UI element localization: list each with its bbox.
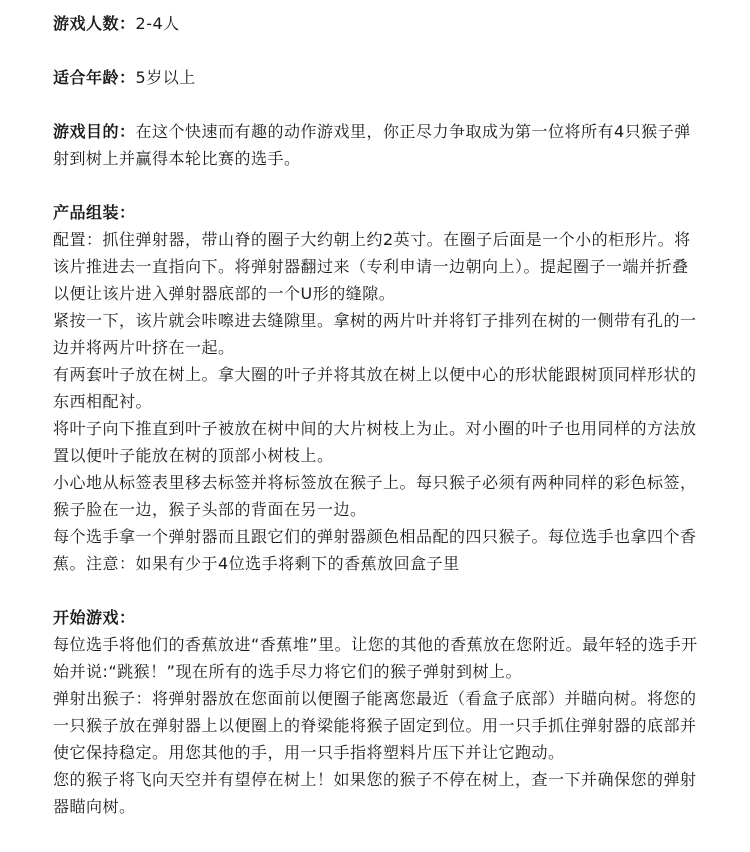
instructions-content xyxy=(53,10,703,820)
start-paragraph: 您的猴子将飞向天空并有望停在树上！如果您的猴子不停在树上，查一下并确保您的弹射器瞄向树。 xyxy=(53,770,697,816)
spacer xyxy=(53,172,703,199)
spacer xyxy=(53,91,703,118)
goal-label: 游戏目的： xyxy=(53,122,136,141)
assembly-paragraph: 紧按一下，该片就会咔嚓进去缝隙里。拿树的两片叶并将钉子排列在树的一侧带有孔的一边并将两片叶挤在一起。 xyxy=(53,311,697,357)
goal-paragraph xyxy=(53,118,703,172)
spacer xyxy=(53,577,703,604)
start-paragraph: 每位选手将他们的香蕉放进“香蕉堆”里。让您的其他的香蕉放在您附近。最年轻的选手开始并说:“跳猴！”现在所有的选手尽力将它们的猴子弹射到树上。 xyxy=(53,635,698,681)
assembly-paragraph: 配置：抓住弹射器，带山脊的圈子大约朝上约2英寸。在圈子后面是一个小的柜形片。将该片推进去一直指向下。将弹射器翻过来（专利申请一边朝向上）。提起圈子一端并折叠以便让该片进入弹射器底部的一个U形的缝隙。 xyxy=(53,230,691,303)
age-line xyxy=(53,64,703,91)
age-value: 5岁以上 xyxy=(135,68,196,87)
players-line xyxy=(53,10,703,37)
assembly-paragraph: 每个选手拿一个弹射器而且跟它们的弹射器颜色相品配的四只猴子。每位选手也拿四个香蕉。注意：如果有少于4位选手将剩下的香蕉放回盒子里 xyxy=(53,527,697,573)
players-label: 游戏人数： xyxy=(53,14,136,33)
players-value: 2-4人 xyxy=(135,14,180,33)
assembly-paragraph: 将叶子向下推直到叶子被放在树中间的大片树枝上为止。对小圈的叶子也用同样的方法放置以便叶子能放在树的顶部小树枝上。 xyxy=(53,419,697,465)
age-label: 适合年龄： xyxy=(53,68,136,87)
start-paragraph: 弹射出猴子：将弹射器放在您面前以便圈子能离您最近（看盒子底部）并瞄向树。将您的一只猴子放在弹射器上以便圈上的脊梁能将猴子固定到位。用一只手抓住弹射器的底部并使它保持稳定。用您其他的手，用一只手指将塑料片压下并让它跑动。 xyxy=(53,689,697,762)
assembly-paragraph: 有两套叶子放在树上。拿大圈的叶子并将其放在树上以便中心的形状能跟树顶同样形状的东西相配衬。 xyxy=(53,365,697,411)
goal-text: 在这个快速而有趣的动作游戏里，你正尽力争取成为第一位将所有4只猴子弹射到树上并赢得本轮比赛的选手。 xyxy=(53,122,691,168)
spacer xyxy=(53,37,703,64)
assembly-paragraph: 小心地从标签表里移去标签并将标签放在猴子上。每只猴子必须有两种同样的彩色标签，猴子脸在一边，猴子头部的背面在另一边。 xyxy=(53,473,697,519)
start-heading: 开始游戏： xyxy=(53,608,136,627)
assembly-heading: 产品组装： xyxy=(53,203,136,222)
